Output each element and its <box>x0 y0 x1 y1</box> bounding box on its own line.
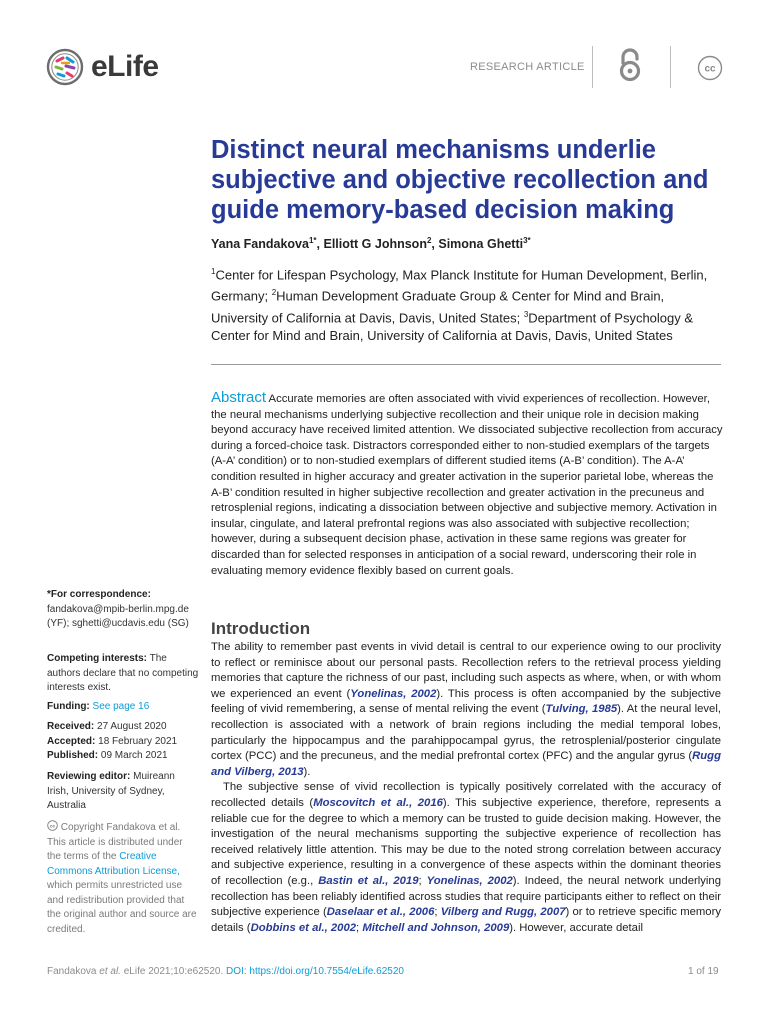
paragraph-text: ). This subjective experience, therefore, represents a reliable cue for the degree to which a memory can be trusted to guide decision making. However, the investigation of the neural mechanisms supporting the subjective experience of recollection has received relatively little attention. This may be due to the noted strong correlation between accuracy and subjective experience, resulting in a convergence of these aspects within the dominant theories of recollection (e.g., <box>211 796 721 887</box>
dates-block <box>47 720 199 764</box>
paragraph-text: The ability to remember past events in vivid detail is central to our experience owing to our proclivity to reflect or reminisce about our personal pasts. Recollection refers to the retrieval process yielding memories that capture the richness of our past, including such aspects as where, when, or with whom we experienced an event ( <box>211 641 721 700</box>
funding <box>47 700 199 715</box>
license-link[interactable]: Creative Commons Attribution License, <box>47 851 180 877</box>
header-divider-2 <box>670 46 671 88</box>
copyright-cc-icon <box>47 820 58 831</box>
published-date: 09 March 2021 <box>100 750 168 761</box>
reviewing-editor-label: Reviewing editor: <box>47 771 131 782</box>
introduction-body <box>211 640 721 936</box>
accepted-date: 18 February 2021 <box>98 735 178 747</box>
competing-interests-text: The authors declare that no competing interests exist. <box>47 653 199 693</box>
paragraph-text: ). However, accurate detail <box>509 921 643 934</box>
competing-interests-label: Competing interests: <box>47 653 148 664</box>
citation-link[interactable]: Tulving, 1985 <box>545 703 618 716</box>
reviewing-editor <box>47 770 199 814</box>
affiliation-mark: 1 <box>211 267 216 276</box>
affiliation: Center for Lifespan Psychology, Max Planck Institute for Human Development, Berlin, Germany; <box>211 267 708 304</box>
funding-link[interactable]: See page 16 <box>92 701 150 712</box>
paragraph-text: ; <box>356 921 363 934</box>
abstract <box>211 390 726 579</box>
citation-link[interactable]: Yonelinas, 2002 <box>350 687 437 700</box>
citation-link[interactable]: Rugg and Vilberg, 2013 <box>211 750 721 778</box>
open-access-lock-icon <box>615 48 645 87</box>
footer-journal: eLife 2021;10:e62520. <box>120 966 227 977</box>
author-name[interactable]: Yana Fandakova <box>211 237 309 252</box>
affiliations <box>211 263 711 345</box>
author-name[interactable]: Elliott G Johnson <box>323 237 427 252</box>
introduction-paragraph <box>211 780 721 936</box>
author-affiliation-mark: 1* <box>308 236 317 245</box>
copyright-text-2: which permits unrestricted use and redistribution provided that the original author and source are credited. <box>47 880 197 935</box>
cc-icon-text: cc <box>704 63 716 75</box>
published-label: Published: <box>47 750 99 761</box>
introduction-heading: Introduction <box>211 619 311 638</box>
paragraph-text: The subjective sense of vivid recollection is typically positively correlated with the accuracy of recollected details ( <box>211 781 721 809</box>
author-affiliation-mark: 2 <box>426 236 432 245</box>
copyright-text: Copyright Fandakova et al. This article is distributed under the terms of the <box>47 822 183 862</box>
elife-logo[interactable] <box>45 44 180 90</box>
affiliation: Department of Psychology & Center for Mind and Brain, University of California at Davis, Davis, United States <box>211 309 694 343</box>
affiliation: Human Development Graduate Group & Center for Mind and Brain, University of California at Davis, Davis, United States; <box>211 288 665 325</box>
footer-author: Fandakova <box>47 966 100 977</box>
paragraph-text: ). <box>303 765 311 778</box>
citation-link[interactable]: Vilberg and Rugg, 2007 <box>440 906 566 919</box>
received-date: 27 August 2020 <box>97 721 167 732</box>
citation-link[interactable]: Moscovitch et al., 2016 <box>313 796 443 809</box>
copyright-block <box>47 820 199 937</box>
citation-link[interactable]: Dobbins et al., 2002 <box>250 921 357 934</box>
citation-link[interactable]: Mitchell and Johnson, 2009 <box>362 921 510 934</box>
competing-interests <box>47 652 199 696</box>
page-number: 1 of 19 <box>688 966 719 977</box>
footer-etal: et al. <box>99 966 121 977</box>
correspondence-emails[interactable]: fandakova@mpib-berlin.mpg.de (YF); sghetti@ucdavis.edu (SG) <box>47 603 189 629</box>
paragraph-text: ). This process is often accompanied by the subjective feeling of vivid remembering, a sense of mental reliving the event ( <box>211 687 721 716</box>
paragraph-text: ; <box>418 874 427 887</box>
header-divider <box>592 46 593 88</box>
abstract-heading: Abstract <box>211 389 267 406</box>
reviewing-editor-text: Muireann Irish, University of Sydney, Australia <box>47 771 175 811</box>
funding-label: Funding: <box>47 701 90 712</box>
author-list: Yana Fandakova$^{1*}$, Elliott G Johnson$^2$, Simona Ghetti$^{3*}$ <box>211 236 531 252</box>
affiliation-mark: 3 <box>523 309 529 319</box>
affiliation-mark: 2 <box>271 288 277 298</box>
introduction-paragraph <box>211 640 721 780</box>
received-label: Received: <box>47 721 95 732</box>
article-type-label: RESEARCH ARTICLE <box>470 61 585 73</box>
article-title: Distinct neural mechanisms underlie subjective and objective recollection and guide memory-based decision making <box>211 136 709 224</box>
author-affiliation-mark: 3* <box>523 236 531 245</box>
paragraph-text: ) or to retrieve specific memory details ( <box>211 906 721 934</box>
doi-link[interactable]: DOI: https://doi.org/10.7554/eLife.62520 <box>226 966 404 977</box>
elife-logo-icon <box>45 47 85 87</box>
footer-citation <box>47 966 404 977</box>
abstract-text: Accurate memories are often associated with vivid experiences of recollection. However, the neural mechanisms underlying subjective recollection and their unique role in decision making beyond accuracy have received limited attention. We dissociated subjective recollection from accuracy during a forced-choice task. Distractors corresponded either to non-studied exemplars of the targets (A-A’ condition) or to non-studied exemplars of different studied items (A-B’ condition). The A-A’ condition resulted in higher accuracy and greater activation in the superior parietal lobe, whereas the A-B’ condition resulted in higher subjective recollection and greater activation in the precuneus and retrosplenial regions, indicating a dissociation between objective and subjective memory. Activation in insular, cingulate, and lateral prefrontal regions was also associated with subjective recollection; however, during a subsequent decision phase, activation in these same regions was greater for discarded than for selected responses in anticipation of a social reward, underscoring their role in evaluating memory evidence flexibly based on current goals. <box>211 393 723 577</box>
paragraph-text: ). At the neural level, recollection is associated with a network of brain regions including the medial temporal lobes, particularly the hippocampus and the parahippocampal gyrus, the retrosplenial/posterior cingulate cortex (PCC) and the precuneus, and the medial prefrontal cortex (PFC) and the angular gyrus ( <box>211 703 721 763</box>
author-name[interactable]: Simona Ghetti <box>438 237 524 252</box>
citation-link[interactable]: Yonelinas, 2002 <box>426 874 513 887</box>
creative-commons-icon <box>697 55 723 86</box>
svg-text:cc: cc <box>49 824 56 830</box>
citation-link[interactable]: Daselaar et al., 2006 <box>326 906 435 919</box>
elife-logo-text: eLife <box>91 50 159 83</box>
correspondence-label: *For correspondence: <box>47 589 151 600</box>
paragraph-text: ). Indeed, the neural network underlying recollection has been reliably identified across studies that require participants either to reflect on their subjective experience ( <box>211 874 721 919</box>
paragraph-text: ; <box>434 906 441 919</box>
correspondence-block <box>47 588 199 632</box>
title-divider <box>211 364 721 365</box>
citation-link[interactable]: Bastin et al., 2019 <box>318 874 419 887</box>
accepted-label: Accepted: <box>47 735 96 747</box>
